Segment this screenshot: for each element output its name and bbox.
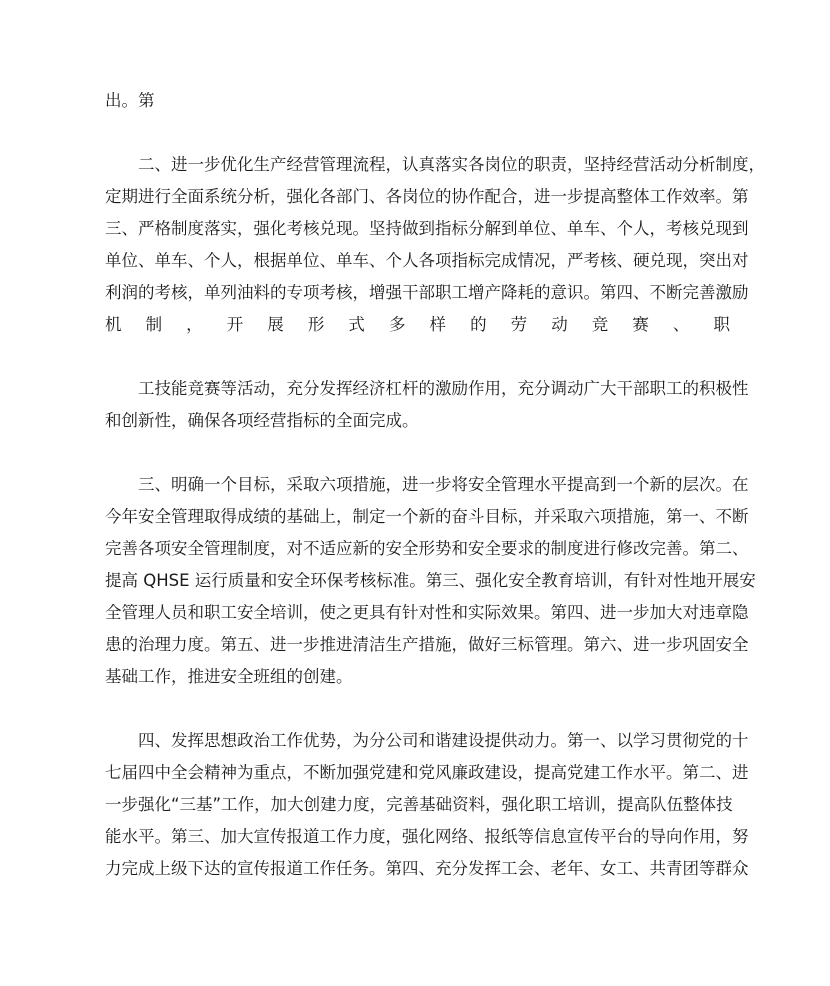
text-line: 单位、单车、个人，根据单位、单车、个人各项指标完成情况，严考核、硬兑现，突出对 [105, 251, 749, 270]
text-line: 三、严格制度落实，强化考核兑现。坚持做到指标分解到单位、单车、个人，考核兑现到 [105, 219, 749, 238]
text-line: 七届四中全会精神为重点，不断加强党建和党风廉政建设，提高党建工作水平。第二、进 [105, 763, 749, 782]
text-line: 定期进行全面系统分析，强化各部门、各岗位的协作配合，进一步提高整体工作效率。第 [105, 187, 749, 206]
paragraph-start-line: 三、明确一个目标，采取六项措施，进一步将安全管理水平提高到一个新的层次。在 [138, 475, 749, 494]
text-line: 机制，开展形式多样的劳动竞赛、职 [105, 315, 730, 334]
text-line: 全管理人员和职工安全培训，使之更具有针对性和实际效果。第四、进一步加大对违章隐 [105, 603, 749, 622]
text-line: 力完成上级下达的宣传报道工作任务。第四、充分发挥工会、老年、女工、共青团等群众 [105, 859, 749, 878]
text-line: 和创新性，确保各项经营指标的全面完成。 [105, 411, 419, 430]
text-line: 一步强化“三基”工作，加大创建力度，完善基础资料，强化职工培训，提高队伍整体技 [105, 795, 733, 814]
paragraph-start-line: 四、发挥思想政治工作优势，为分公司和谐建设提供动力。第一、以学习贯彻党的十 [138, 731, 749, 750]
paragraph-start-line: 二、进一步优化生产经营管理流程，认真落实各岗位的职责，坚持经营活动分析制度， [138, 155, 765, 174]
text-line: 今年安全管理取得成绩的基础上，制定一个新的奋斗目标，并采取六项措施，第一、不断 [105, 507, 749, 526]
text-line: 利润的考核，单列油料的专项考核，增强干部职工增产降耗的意识。第四、不断完善激励 [105, 283, 749, 302]
text-line: 患的治理力度。第五、进一步推进清洁生产措施，做好三标管理。第六、进一步巩固安全 [105, 635, 749, 654]
text-line: 能水平。第三、加大宣传报道工作力度，强化网络、报纸等信息宣传平台的导向作用，努 [105, 827, 749, 846]
text-line: 完善各项安全管理制度，对不适应新的安全形势和安全要求的制度进行修改完善。第二、 [105, 539, 749, 558]
text-line: 基础工作，推进安全班组的创建。 [105, 667, 353, 686]
text-line: 提高 QHSE 运行质量和安全环保考核标准。第三、强化安全教育培训，有针对性地开展安 [105, 571, 756, 590]
paragraph-start-line: 工技能竞赛等活动，充分发挥经济杠杆的激励作用，充分调动广大干部职工的积极性 [138, 379, 749, 398]
text-line: 出。第 [105, 91, 155, 110]
